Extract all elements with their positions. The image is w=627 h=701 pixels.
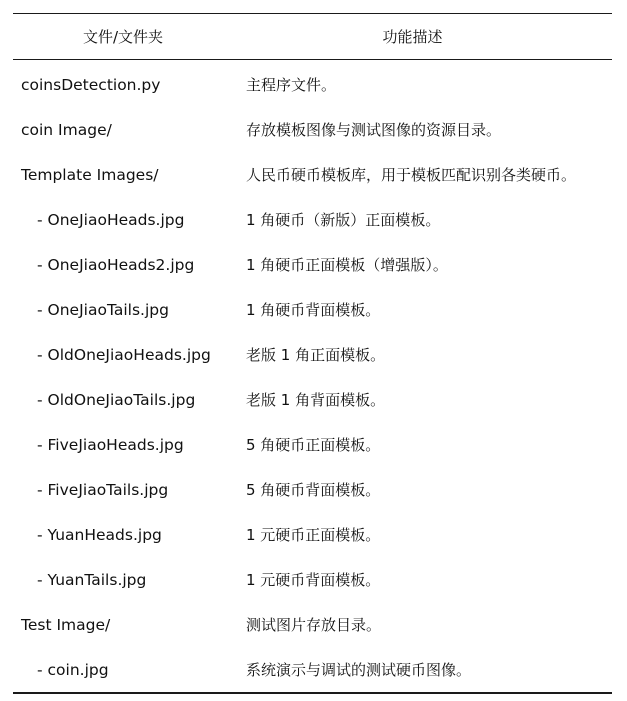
table-row xyxy=(13,557,612,602)
table-row xyxy=(13,152,612,197)
table-row xyxy=(13,422,612,467)
table-row xyxy=(13,602,612,647)
file-cell: - OneJiaoHeads2.jpg xyxy=(37,255,195,274)
description-cell: 5 角硬币正面模板。 xyxy=(246,436,381,454)
file-cell: - FiveJiaoTails.jpg xyxy=(37,480,169,499)
table-row xyxy=(13,242,612,287)
description-cell: 1 角硬币背面模板。 xyxy=(246,301,381,319)
description-cell: 老版 1 角背面模板。 xyxy=(246,391,386,409)
file-cell: Test Image/ xyxy=(21,615,111,634)
file-cell: - OldOneJiaoTails.jpg xyxy=(37,390,196,409)
header-file: 文件/文件夹 xyxy=(82,28,164,46)
description-cell: 1 角硬币（新版）正面模板。 xyxy=(246,211,441,229)
file-cell: - coin.jpg xyxy=(37,660,109,679)
description-cell: 人民币硬币模板库，用于模板匹配识别各类硬币。 xyxy=(246,166,577,184)
description-cell: 1 角硬币正面模板（增强版）。 xyxy=(246,256,448,274)
file-cell: coin Image/ xyxy=(21,120,112,139)
description-cell: 主程序文件。 xyxy=(246,76,337,94)
file-cell: - YuanHeads.jpg xyxy=(37,525,162,544)
description-cell: 存放模板图像与测试图像的资源目录。 xyxy=(246,121,502,139)
table-row xyxy=(13,647,612,692)
description-cell: 5 角硬币背面模板。 xyxy=(246,481,381,499)
table-row xyxy=(13,377,612,422)
header-description: 功能描述 xyxy=(382,28,443,46)
file-cell: - OneJiaoHeads.jpg xyxy=(37,210,185,229)
file-cell: - OldOneJiaoHeads.jpg xyxy=(37,345,211,364)
description-cell: 1 元硬币背面模板。 xyxy=(246,571,381,589)
table-row xyxy=(13,287,612,332)
description-cell: 老版 1 角正面模板。 xyxy=(246,346,386,364)
table-row xyxy=(13,62,612,107)
table-row xyxy=(13,107,612,152)
file-cell: - YuanTails.jpg xyxy=(37,570,147,589)
table-body xyxy=(13,60,612,692)
table-row xyxy=(13,467,612,512)
file-cell: - FiveJiaoHeads.jpg xyxy=(37,435,184,454)
file-description-table xyxy=(13,13,612,694)
table-row xyxy=(13,512,612,557)
table-bottom-rule xyxy=(13,692,612,694)
table-header-row xyxy=(13,14,612,59)
description-cell: 1 元硬币正面模板。 xyxy=(246,526,381,544)
file-cell: coinsDetection.py xyxy=(21,75,161,94)
file-cell: Template Images/ xyxy=(21,165,159,184)
description-cell: 系统演示与调试的测试硬币图像。 xyxy=(246,661,472,679)
table-row xyxy=(13,332,612,377)
file-cell: - OneJiaoTails.jpg xyxy=(37,300,169,319)
table-row xyxy=(13,197,612,242)
description-cell: 测试图片存放目录。 xyxy=(246,616,382,634)
